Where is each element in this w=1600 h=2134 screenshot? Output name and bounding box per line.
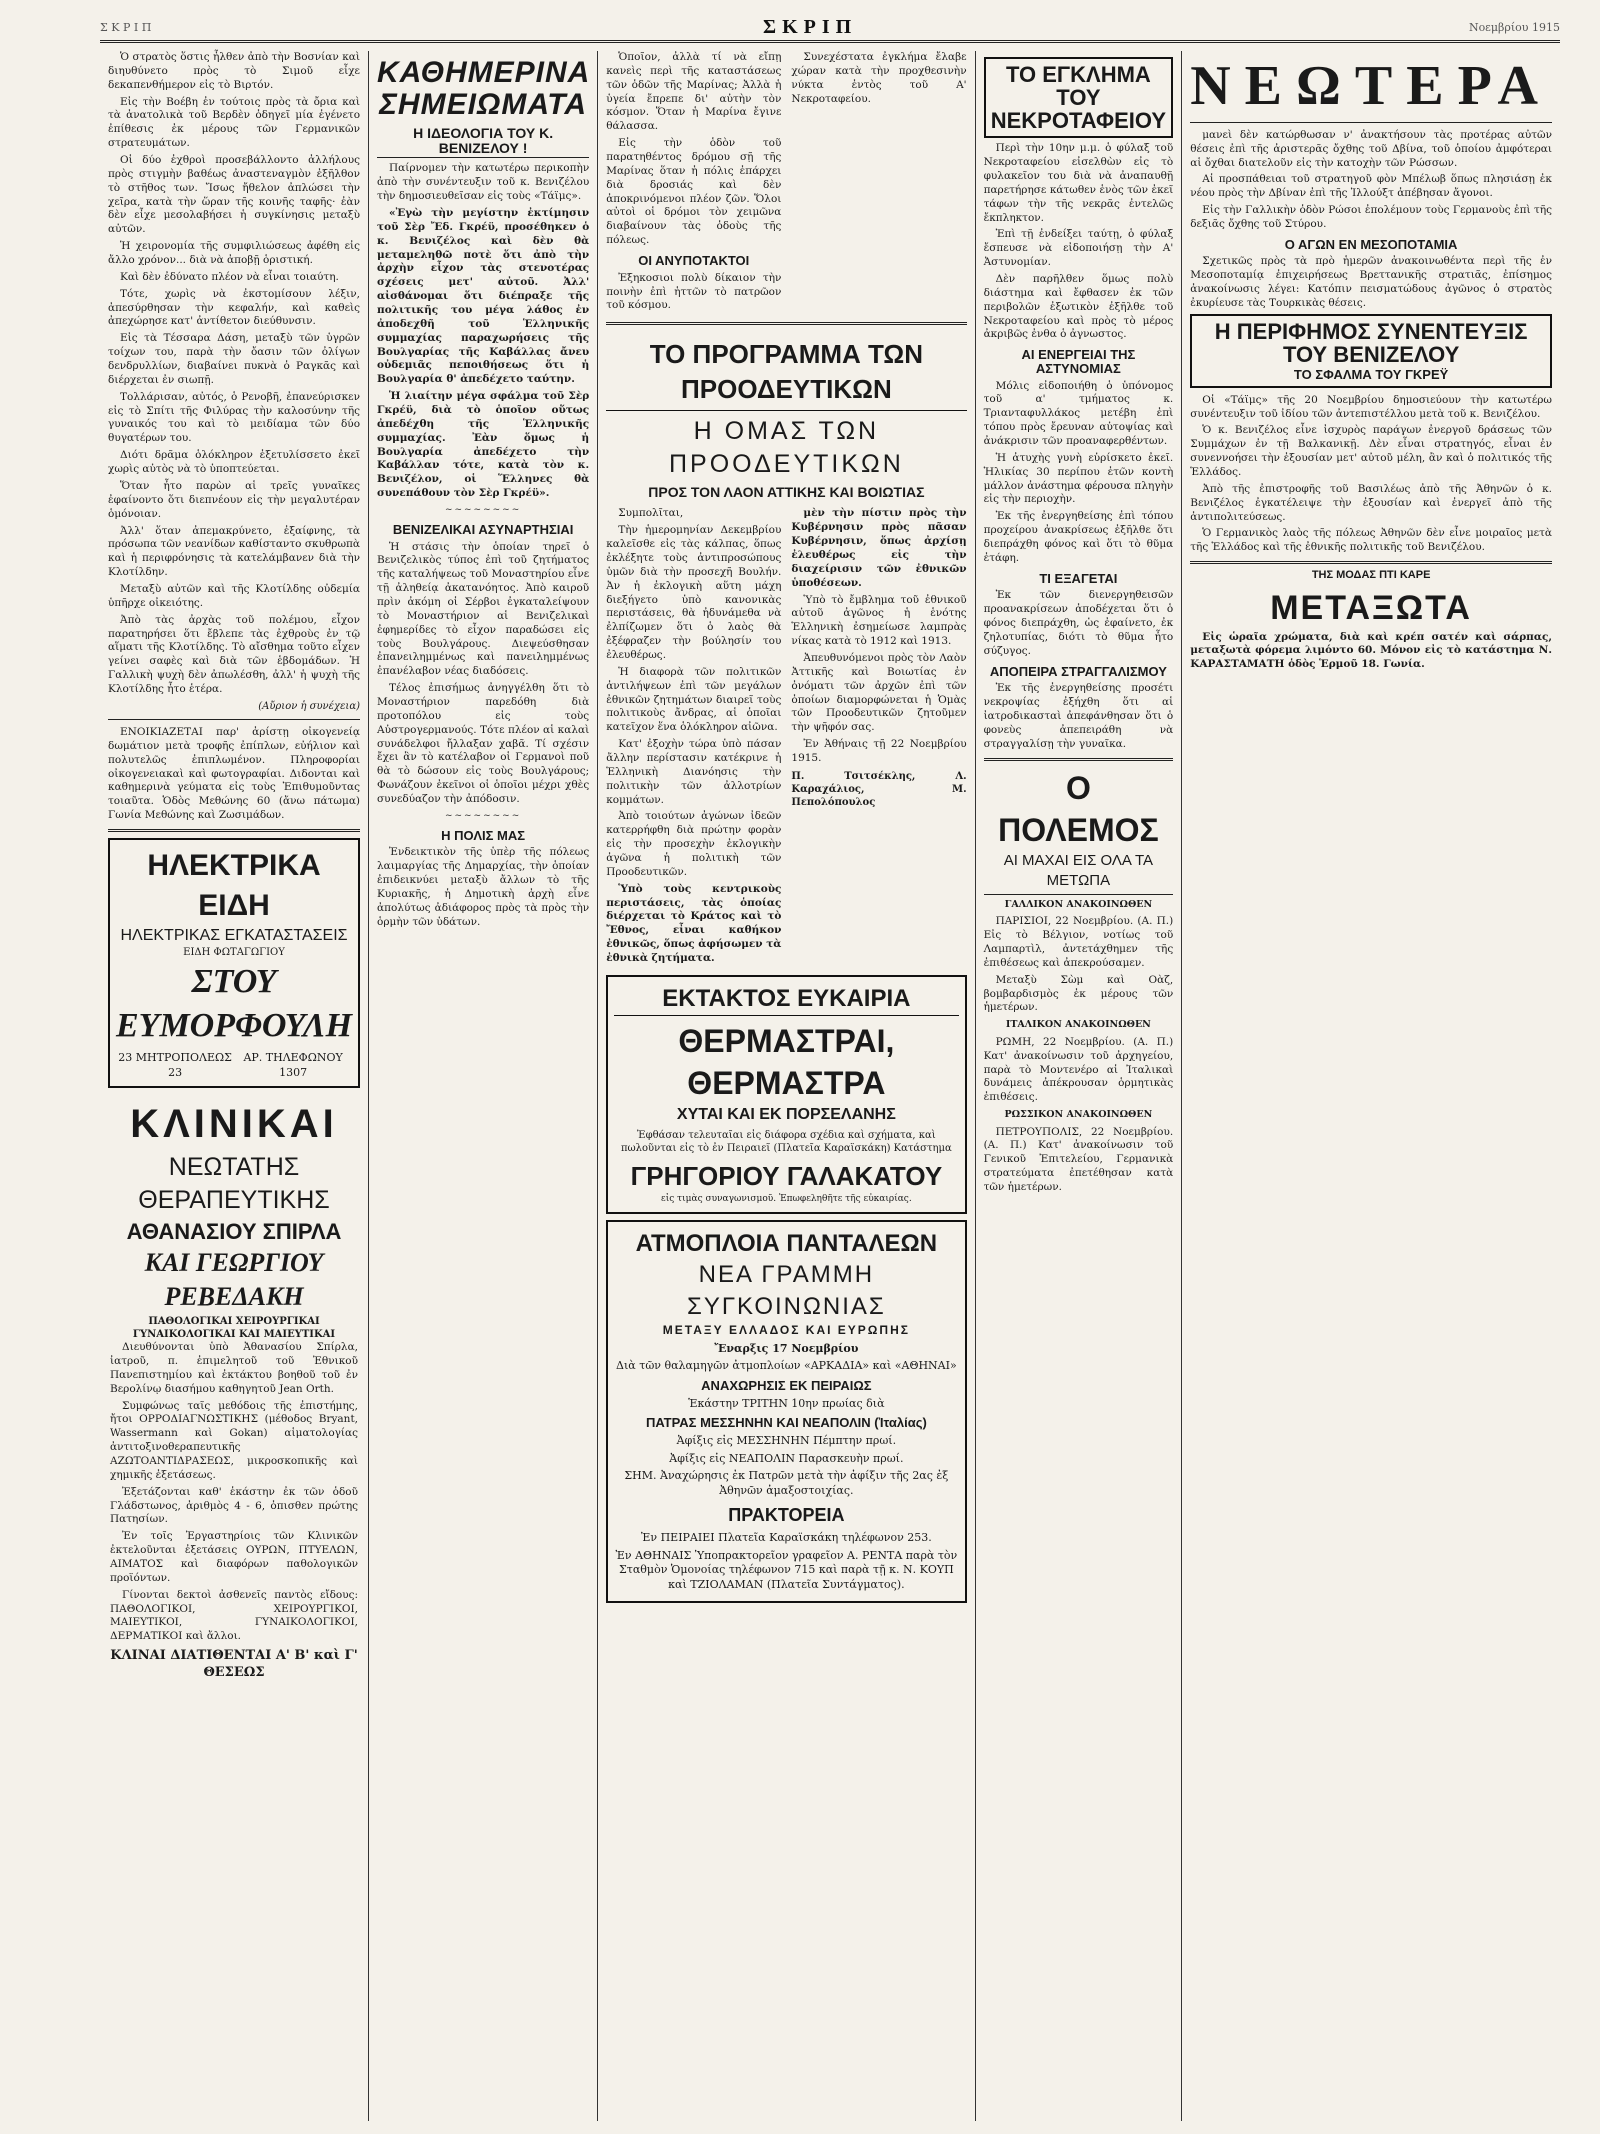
article-heading: ΑΠΟΠΕΙΡΑ ΣΤΡΑΓΓΑΛΙΣΜΟΥ [989, 663, 1167, 679]
article-text: Ὁποῖον, ἀλλὰ τί νὰ εἴπῃ κανεὶς περὶ τῆς καταστάσεως τῶν ὁδῶν τῆς Μαρίνας; Ἀλλὰ ἡ ὑγεία ἔπρεπε δι' αὐτὴν τὸν κόσμον. Ὅταν ἡ Μαρίνα ἔγινε θάλασσα. [606, 51, 782, 133]
article-text: Ἐκ τῶν διενεργηθεισῶν προανακρίσεων ἀποδέχεται ὅτι ὁ φόνος διεπράχθη, ὡς ἐφαίνετο, ἐκ ζηλοτυπίας, διότι τὸ θῦμα ἦτο σύζυγος. [983, 589, 1174, 657]
article-text: ΠΕΤΡΟΥΠΟΛΙΣ, 22 Νοεμβρίου. (Α. Π.) Κατ' ἀνακοίνωσιν τοῦ Γενικοῦ Ἐπιτελείου, Γερμανικὰ στρατεύματα ἐπετέθησαν κατὰ τῶν ἡμετέρων. [983, 1125, 1174, 1194]
masthead-date: Νοεμβρίου 1915 [1468, 20, 1560, 34]
article-heading: ΤΙ ΕΞΑΓΕΤΑΙ [1039, 570, 1118, 586]
article-text: Ἀπὸ τῆς ἐπιστροφῆς τοῦ Βασιλέως ἀπὸ τῆς Ἀθηνῶν ὁ κ. Βενιζέλος ἐγκατέλειψε τὴν ἐξουσίαν καὶ ἐνεργεῖ ἀπὸ τῆς ἀντιπολιτεύσεως. [1190, 482, 1552, 523]
article-heading: ΤΟ ΕΓΚΛΗΜΑ ΤΟΥ ΝΕΚΡΟΤΑΦΕΙΟΥ [984, 57, 1174, 138]
communique-heading: ΓΑΛΛΙΚΟΝ ΑΝΑΚΟΙΝΩΘΕΝ [1004, 898, 1153, 910]
article-signatures: Π. Τσιτσέκλης, Λ. Καραχάλιος, Μ. Πεπολόπουλος [791, 770, 967, 809]
electrical-ad-subtitle: ΗΛΕΚΤΡΙΚΑΣ ΕΓΚΑΤΑΣΤΑΣΕΙΣ [120, 927, 348, 945]
shipping-ad-line: ΝΕΑ ΓΡΑΜΜΗ ΣΥΓΚΟΙΝΩΝΙΑΣ [686, 1261, 886, 1320]
article-text: Οἱ «Τάϊμς» τῆς 20 Νοεμβρίου δημοσιεύουν τὴν κατωτέρω συνέντευξιν τοῦ ἰδίου τῶν ἀντεπιστέλλου μετὰ τοῦ κ. Βενιζέλου. [1190, 393, 1552, 420]
article-heading: Ο ΑΓΩΝ ΕΝ ΜΕΣΟΠΟΤΑΜΙΑ [1284, 236, 1458, 252]
article-text: Ἡ λιαίτην μέγα σφάλμα τοῦ Σὲρ Γκρέϋ, διὰ τὸ ὁποῖον οὕτως ἀπεδέχθη τῆς Ἑλληνικῆς συμμαχίας. Ἐὰν ὅμως ἡ Βουλγαρία ἀπεδέχετο τὴν Καβάλλαν τότε, κατὰ τὸν κ. Βενιζέλον, οἱ Ἕλληνες θὰ συνεπάθουν τὸν Σὲρ Γκρέϋ». [377, 390, 590, 500]
heater-ad-text: Ἐφθάσαν τελευταῖαι εἰς διάφορα σχέδια καὶ σχήματα, καὶ πωλοῦνται εἰς τὸ ἐν Πειραιεῖ (Πλατεῖα Καραϊσκάκη) Κατάστημα [620, 1130, 952, 1155]
article-text: Ἡ ἀτυχὴς γυνὴ εὑρίσκετο ἐκεῖ. Ἡλικίας 30 περίπου ἐτῶν κοντὴ μάλλον ἀνάστημα φέρουσα πληγὴν εἰς τὴν περιοχὴν. [983, 451, 1174, 506]
heater-ad-product: ΘΕΡΜΑΣΤΡΑΙ, ΘΕΡΜΑΣΤΡΑ [678, 1022, 895, 1101]
electrical-ad-line: ΕΙΔΗ ΦΩΤΑΓΩΓΙΟΥ [183, 947, 285, 959]
masthead-title: ΣΚΡΙΠ [763, 15, 858, 38]
article-text: Οἱ δύο ἐχθροὶ προσεβάλλοντο ἀλλήλους πρὸς στιγμὴν βαθέως ἀναστεναγμὸν ἐξῆλθον τὸ στῆθος των. Ἴσως ἤθελον ἀπλώσει τὴν χεῖρα, κατὰ τὴν ὥραν τῆς κοινῆς ταφῆς· ἐὰν δὲν εἶχε μεσολαβήσει ἡ συγκίνησις μεταξὺ αὐτῶν. [108, 154, 361, 236]
article-text: Καὶ δὲν ἐδύνατο πλέον νὰ εἶναι τοιαύτη. [120, 270, 339, 283]
column-4 [976, 51, 1183, 2121]
continuation-note: (Αὔριον ἡ συνέχεια) [258, 700, 361, 712]
column-3 [598, 51, 975, 2121]
masthead-left: Σ Κ Ρ Ι Π [100, 20, 152, 34]
article-text: ΠΑΡΙΣΙΟΙ, 22 Νοεμβρίου. (Α. Π.) Εἰς τὸ Βέλγιον, νοτίως τοῦ Λαμπαρτὶλ, ἀντετάχθημεν τῆς ἐπιθέσεως καὶ ἀπεκρούσαμεν. [983, 915, 1174, 969]
article-text: Ἀπὸ τὰς ἀρχὰς τοῦ πολέμου, εἶχον παρατηρήσει ὅτι ἔβλεπε τὰς ἐχθροὺς ἐν τῷ αἵματι τῆς Κλοτίλδης. Τὸ αἴσθημα τοῦτο εἶχεν γείνει σαφὲς καὶ διὰ τῶν ἑβδομάδων. Ἡ Γαλλικὴ ψυχὴ δὲν ἀπωλέσθη, ἀλλ' ἡ ψυχὴ τῆς Κλοτίλδης ἦτο ἑτέρα. [108, 613, 361, 695]
shipping-ad-arrival: Ἀφίξις εἰς ΝΕΑΠΟΛΙΝ Παρασκευὴν πρωί. [669, 1451, 904, 1465]
clinic-beds: ΚΛΙΝΑΙ ΔΙΑΤΙΘΕΝΤΑΙ Α' Β' καὶ Γ' ΘΕΣΕΩΣ [110, 1648, 358, 1681]
clinic-text: Διευθύνονται ὑπὸ Ἀθανασίου Σπίρλα, ἰατροῦ, π. ἐπιμελητοῦ τοῦ Ἐθνικοῦ Πανεπιστημίου καὶ ἐκτάκτου βοηθοῦ τοῦ ἐν Βερολίνῳ διασήμου καθηγητοῦ Jean Orth. [110, 1341, 359, 1395]
article-text: Μεταξὺ Σὼμ καὶ Οὰζ, βομβαρδισμὸς ἐκ μέρους τῶν ἡμετέρων. [983, 973, 1174, 1014]
rent-notice: ΕΝΟΙΚΙΑΖΕΤΑΙ παρ' ἀρίστῃ οἰκογενείᾳ δωμάτιον μετὰ τροφῆς ἐπίπλων, εὐήλιον καὶ πολυτελῶς ἐπιπλωμένον. Πληροφορίαι οἰκογενειακαὶ καὶ φωτογραφίαι. Διδονται καὶ καθημερινὰ γεύματα εἰς τοὺς Ἐπιθυμοῦντας τοιαῦτα. Ὁδὸς Μεθώνης 60 (ἄνω πάτωμα) Γωνία Μεθώνης καὶ Ζωσιμάδων. [108, 726, 361, 822]
article-text: Ἐκ τῆς ἐνεργηθείσης προσέτι νεκροψίας ἐξήχθη ὅτι αἱ ἰατροδικασταὶ ἀπεφάνθησαν ὅτι ὁ φονεὺς ἀπεπειράθη νὰ στραγγαλίσῃ τὴν γυναῖκα. [983, 682, 1174, 750]
article-text: Ἀπὸ τοιούτων ἀγώνων ἰδεῶν κατερρήφθη διὰ πρώτην φορὰν εἰς τὴν προσεχὴν ἐκλογικὴν ἀγῶνα ἡ πολιτικὴ τῶν Προοδευτικῶν. [606, 810, 782, 878]
masthead [100, 14, 1560, 43]
article-text: Εἰς τὰ Τέσσαρα Δάση, μεταξὺ τῶν ὑγρῶν τοίχων του, παρὰ τὴν ὄασιν τῶν ὀλίγων δενδρυλλίων, διαβαίνει πυκνὰ ὁ Ραγκᾶς καὶ διέρχεται ἐν σιωπῇ. [108, 332, 361, 386]
article-heading: ΒΕΝΙΖΕΛΙΚΑΙ ΑΣΥΝΑΡΤΗΣΙΑΙ [392, 521, 574, 537]
clinic-text: Ἐν τοῖς Ἐργαστηρίοις τῶν Κλινικῶν ἐκτελοῦνται ἐξετάσεις ΟΥΡΩΝ, ΠΤΥΕΛΩΝ, ΑΙΜΑΤΟΣ καὶ διαφόρων παθολογικῶν προϊόντων. [110, 1530, 359, 1584]
shipping-ad-schedule: Ἑκάστην ΤΡΙΤΗΝ 10ην πρωίας διὰ [688, 1396, 885, 1410]
clinic-subtitle: ΝΕΩΤΑΤΗΣ ΘΕΡΑΠΕΥΤΙΚΗΣ [138, 1153, 330, 1215]
article-heading: ΟΙ ΑΝΥΠΟΤΑΚΤΟΙ [638, 253, 750, 269]
shipping-ad-start: Ἔναρξις 17 Νοεμβρίου [714, 1341, 859, 1355]
electrical-ad-shop: ΣΤΟΥ ΕΥΜΟΡΦΟΥΛΗ [116, 962, 353, 1045]
clinic-text: Γίνονται δεκτοὶ ἀσθενεῖς παντὸς εἴδους: ΠΑΘΟΛΟΓΙΚΟΙ, ΧΕΙΡΟΥΡΓΙΚΟΙ, ΜΑΙΕΥΤΙΚΟΙ, ΓΥΝΑΙΚΟΛΟΓΙΚΟΙ, ΔΕΡΜΑΤΙΚΟΙ καὶ ἄλλοι. [110, 1588, 359, 1643]
shipping-ad-ships: Διὰ τῶν θαλαμηγῶν ἀτμοπλοίων «ΑΡΚΑΔΙΑ» καὶ «ΑΘΗΝΑΙ» [616, 1359, 957, 1373]
article-text: Μόλις εἰδοποιήθη ὁ ὑπόνομος τοῦ α' τμήματος κ. Τριανταφυλλάκος μετέβη ἐπὶ τόπου πρὸς ἔρευναν αὐτοψίας καὶ ἀνάκρισιν τῶν προαναφερθέντων. [983, 379, 1174, 448]
shipping-ad-route: ΜΕΤΑΞΥ ΕΛΛΑΔΟΣ ΚΑΙ ΕΥΡΩΠΗΣ [662, 1322, 910, 1337]
communique-heading: ΡΩΣΣΙΚΟΝ ΑΝΑΚΟΙΝΩΘΕΝ [1004, 1109, 1153, 1121]
fashion-ad-heading: ΤΗΣ ΜΟΔΑΣ ΠΤΙ ΚΑΡΕ [1311, 569, 1431, 582]
electrical-ad-title: ΗΛΕΚΤΡΙΚΑ ΕΙΔΗ [147, 849, 321, 922]
article-text: Ἐπὶ τῇ ἐνδείξει ταύτῃ, ὁ φύλαξ ἔσπευσε νὰ εἰδοποιήσῃ τὴν Α' Ἀστυνομίαν. [983, 228, 1174, 269]
communique-heading: ΙΤΑΛΙΚΟΝ ΑΝΑΚΟΙΝΩΘΕΝ [1005, 1019, 1151, 1031]
article-text: Τότε, χωρὶς νὰ ἐκστομίσουν λέξιν, ἀπεσύρθησαν τὴν κεφαλήν, καὶ καθεὶς ἀπεχώρησε κατ' ἀντίθετον διεύθυνσιν. [108, 287, 361, 328]
interview-heading-box [1190, 314, 1552, 388]
article-text: Εἰς τὴν Γαλλικὴν ὁδὸν Ρώσοι ἐπολέμουν τοὺς Γερμανοὺς ἐπὶ τῆς δεξιᾶς ὄχθης τοῦ Στύρου. [1190, 204, 1552, 230]
clinic-text: Ἐξετάζονται καθ' ἑκάστην ἐκ τῶν ὁδοῦ Γλάδστωνος, ἀριθμὸς 4 - 6, ὀπισθεν πρώτης Πατησίων. [110, 1485, 359, 1526]
shipping-ad-title: ΑΤΜΟΠΛΟΙΑ ΠΑΝΤΑΛΕΩΝ [635, 1229, 938, 1257]
article-text: Κατ' ἐξοχὴν τώρα ὑπὸ πάσαν ἄλλην περίστασιν κατέκρινε ἡ Ἑλληνικὴ Διανόησις τὴν πολιτικὴν τῶν ἀλλοτρίων κομμάτων. [606, 738, 782, 806]
article-text: Μεταξὺ αὐτῶν καὶ τῆς Κλοτίλδης οὐδεμία ὑπῆρχε οἰκειότης. [108, 582, 361, 609]
article-text: Ὁ κ. Βενιζέλος εἶνε ἰσχυρὸς παράγων ἐνεργοῦ δράσεως τῶν Συμμάχων ἐν τῇ Βαλκανικῇ. Δὲν εἶναι στρατηγός, εἶναι ἐν συνεννοήσει τὴν ἐξουσίαν μετ' αὐτοῦ μέλη, ἂν καὶ ὁ πολιτικός τῆς Ἑλλάδος. [1190, 424, 1552, 479]
fashion-ad-text: Εἰς ὡραῖα χρώματα, διὰ καὶ κρέπ σατέν καὶ σάρπας, μεταξωτὰ φόρεμα λιμόντο 60. Μόνον εἰς τὸ κατάστημα Ν. ΚΑΡΑΣΤΑΜΑΤΗ ὁδὸς Ἑρμοῦ 18. Γωνία. [1190, 630, 1552, 671]
shipping-ad-agency: Ἐν ΑΘΗΝΑΙΣ Ὑποπρακτορεῖον γραφεῖον Α. ΡΕΝΤΑ παρὰ τὸν Σταθμὸν Ὁμονοίας τηλέφωνον 715 καὶ παρὰ τῇ κ. Ν. ΚΟΥΠ καὶ ΤΖΙΟΛΑΜΑΝ (Πλατεῖα Συντάγματος). [615, 1548, 958, 1591]
article-text: Ἀπευθυνόμενοι πρὸς τὸν Λαὸν Ἀττικῆς καὶ Βοιωτίας ἐν ὀνόματι τῶν ἀρχῶν ἐπὶ τῶν ὁποίων διαμορφώνεται ἡ Ὁμὰς τῶν Προοδευτικῶν ζητοῦμεν τὴν ψῆφόν σας. [791, 651, 967, 734]
article-text: Τολλάρισαν, αὐτός, ὁ Ρενοβῆ, ἐπανεύρισκεν εἰς τὸ Σπίτι τῆς Φιλύρας τὴν καλοσύνην τῆς γυναικός του καὶ τὸ μειδίαμα τῶν δύο θυγατέρων του. [108, 390, 361, 445]
article-heading: Η ΠΟΛΙΣ ΜΑΣ [441, 827, 526, 843]
article-text: Ἐκ τῆς ἐνεργηθείσης ἐπὶ τόπου προχείρου ἀνακρίσεως ἐξῆλθε ὅτι διεπράχθη φόνος καὶ ὅτι τὸ θῦμα ἐτάφη. [983, 510, 1174, 564]
article-text: Περὶ τὴν 10ην μ.μ. ὁ φύλαξ τοῦ Νεκροταφείου εἰσελθὼν εἰς τὸ φυλακεῖον του διὰ νὰ ἀναπαυθῇ παρετήρησε κάτωθεν ἑνὸς τῶν ἐκεῖ τάφων τὴν τῆς νεκρᾶς ἐντελῶς ἔκπληκτον. [983, 142, 1174, 224]
program-title: ΤΟ ΠΡΟΓΡΑΜΜΑ ΤΩΝ ΠΡΟΟΔΕΥΤΙΚΩΝ [606, 337, 966, 411]
shipping-ad-note: ΣΗΜ. Ἀναχώρησις ἐκ Πατρῶν μετὰ τὴν ἀφίξιν τῆς 2ας ἐξ Ἀθηνῶν ἀμαξοστοιχίας. [624, 1469, 949, 1497]
electrical-ad [108, 838, 360, 1088]
clinic-doctor-2: ΚΑΙ ΓΕΩΡΓΙΟΥ ΡΕΒΕΔΑΚΗ [144, 1248, 324, 1312]
heater-ad-title: ΕΚΤΑΚΤΟΣ ΕΥΚΑΙΡΙΑ [614, 983, 958, 1016]
article-heading: Η ΙΔΕΟΛΟΓΙΑ ΤΟΥ Κ. ΒΕΝΙΖΕΛΟΥ ! [377, 126, 589, 158]
article-text: Συνεχέστατα ἐγκλήμα ἔλαβε χώραν κατὰ τὴν προχθεσινὴν νύκτα ἐντὸς τοῦ Α' Νεκροταφείου. [791, 51, 967, 105]
article-text: Παίρνομεν τὴν κατωτέρω περικοπὴν ἀπὸ τὴν συνέντευξιν τοῦ κ. Βενιζέλου τὴν δημοσιευθεῖσαν εἰς τοὺς «Τάϊμς». [377, 162, 590, 203]
electrical-ad-address: 23 ΜΗΤΡΟΠΟΛΕΩΣ 23 [118, 1051, 232, 1079]
column-5 [1182, 51, 1560, 2121]
program-subtitle: ΠΡΟΣ ΤΟΝ ΛΑΟΝ ΑΤΤΙΚΗΣ ΚΑΙ ΒΟΙΩΤΙΑΣ [648, 483, 925, 500]
clinic-doctor-1: ΑΘΑΝΑΣΙΟΥ ΣΠΙΡΛΑ [126, 1219, 342, 1245]
shipping-ad-departures: ΑΝΑΧΩΡΗΣΙΣ ΕΚ ΠΕΙΡΑΙΩΣ [701, 1377, 872, 1393]
fashion-ad-title: ΜΕΤΑΞΩΤΑ [1270, 588, 1472, 627]
heater-ad-note: εἰς τιμὰς συναγωνισμοῦ. Ἐπωφεληθῆτε τῆς εὐκαιρίας. [661, 1193, 912, 1204]
war-heading: Ο ΠΟΛΕΜΟΣ [998, 769, 1159, 848]
article-text: Ὁ Γερμανικὸς λαὸς τῆς πόλεως Ἀθηνῶν δὲν εἶνε μοιραῖος μετὰ τῆς Ἑλλάδος καὶ τῆς ἐθνικῆς πολιτικῆς τοῦ Βενιζέλου. [1190, 527, 1552, 554]
heater-ad-shop: ΓΡΗΓΟΡΙΟΥ ΓΑΛΑΚΑΤΟΥ [630, 1161, 943, 1192]
article-subheading: ΤΟ ΣΦΑΛΜΑ ΤΟΥ ΓΚΡΕΫ [1293, 367, 1449, 383]
article-text: Ἀλλ' ὅταν ἀπεμακρύνετο, ἐξαίφνης, τὰ πρόσωπα τῶν νεανίδων καθίσταντο σκυθρωπὰ καὶ ἡ περιφρόνησις τὰ κατελάμβανεν διὰ τὴν Κλοτίλδην. [108, 524, 361, 579]
clinic-ad [108, 1094, 360, 1685]
shipping-ad-agencies: ΠΡΑΚΤΟΡΕΙΑ [728, 1505, 845, 1526]
shipping-ad-destinations: ΠΑΤΡΑΣ ΜΕΣΣΗΝΗΝ ΚΑΙ ΝΕΑΠΟΛΙΝ (Ἰταλίας) [645, 1415, 927, 1431]
article-date: Ἐν Ἀθήναις τῇ 22 Νοεμβρίου 1915. [791, 738, 967, 764]
article-text: Εἰς τὴν Βοέβη ἐν τούτοις πρὸς τὰ ὄρια καὶ τὰ ἀνατολικὰ τοῦ Βερδὲν ὁδηγεῖ μία ἐγένετο ἐπίθεσις ἐκ μέρους τῶν Γερμανικῶν στρατευμάτων. [108, 95, 361, 150]
program-heading-block [606, 331, 966, 507]
article-text: Αἱ προσπάθειαι τοῦ στρατηγοῦ φὸν Μπέλωβ ὅπως πλησιάσῃ ἐκ νέου πρὸς τὴν Δβίναν ἐπὶ τῆς Ἰλλούξτ ἀπέβησαν ἄγονοι. [1190, 173, 1552, 200]
article-text: Ἡ χειρονομία τῆς συμφιλιώσεως ἀφέθη εἰς ἄλλο χρόνον... διὰ νὰ ἀποβῇ ὁριστική. [108, 240, 361, 267]
article-text: Ὑπὸ τὸ ἔμβλημα τοῦ ἐθνικοῦ αὐτοῦ ἀγῶνος ἡ ἑνότης Ἑλληνικὴ ἐσημείωσε λαμπρὰς νίκας κατὰ τὸ 1912 καὶ 1913. [791, 593, 967, 648]
article-text: Διότι δρᾶμα ὁλόκληρον ἐξετυλίσσετο ἐκεῖ χωρὶς αὐτὸς νὰ τὸ ὑποπτεύεται. [108, 449, 361, 476]
article-text: Τὴν ἡμερομηνίαν Δεκεμβρίου καλεῖσθε εἰς τὰς κάλπας, ὅπως ἐκλέξητε τοὺς ἀντιπροσώπους ὑμῶν διὰ τὴν προσεχῆ Βουλήν. Ἀν ἡ ἐκλογικὴ αὕτη μάχη διεξήγετο ὑπὸ κανονικὰς περιστάσεις, θὰ ἠδυνάμεθα νὰ ἐλπίζωμεν ὅτι ὁ λαὸς θὰ ἐξέφραζεν τὴν βούλησίν του ἐλευθέρως. [606, 524, 782, 661]
article-text: Δὲν παρῆλθεν ὅμως πολὺ διάστημα καὶ ἔφθασεν ἐκ τῶν περιβολῶν ἐξωτικὸν ἐξῆλθε τοῦ Νεκροταφείου καὶ πρὸς τὸ μέρος ἀκριβῶς ἐνθα ὁ ἀγνωστος. [983, 273, 1174, 341]
shipping-ad-arrival: Ἀφίξις εἰς ΜΕΣΣΗΝΗΝ Πέμπτην πρωί. [676, 1434, 897, 1448]
clinic-specialties: ΠΑΘΟΛΟΓΙΚΑΙ ΧΕΙΡΟΥΡΓΙΚΑΙ ΓΥΝΑΙΚΟΛΟΓΙΚΑΙ ΚΑΙ ΜΑΙΕΥΤΙΚΑΙ [132, 1315, 336, 1340]
article-text: Σχετικῶς πρὸς τὰ πρὸ ἡμερῶν ἀνακοινωθέντα περὶ τῆς ἐν Μεσοποταμίᾳ ἐπιχειρήσεως Βρεττανικῆς στρατιᾶς, ἐπίσημος ἀνακοίνωσις λέγει: Κατόπιν πεισματώδους ἀγῶνος ὁ στρατὸς ἐκυρίευσε τὰς Τουρκικὰς θέσεις. [1190, 255, 1552, 310]
article-text: Τέλος ἐπισήμως ἀνηγγέλθη ὅτι τὸ Μοναστήριον παρεδόθη διὰ προτοπόλου εἰς τοὺς Αὐστρογερμανούς. Τότε πλέον αἱ καλαὶ συνάδελφοι ἤλλαξαν χαβᾶ. Τί σχέσιν ἔχει ἂν τὸ κατέλαβον οἱ Γερμανοὶ ποῦ θὰ τὸ δώσουν εἰς τοὺς Βουλγάρους; Φωνάζουν ἐκεῖνοι οἱ ὁποῖοι μέχρι χθὲς συνεδύαζον τὴν ἀπόδοσιν. [377, 682, 590, 805]
article-text: μανεὶ δὲν κατώρθωσαν ν' ἀνακτήσουν τὰς προτέρας αὐτῶν θέσεις ἐπὶ τῆς ἀριστερᾶς ὄχθης τοῦ Δβίνα, τοῦ ὁποίου ἀμφότεραι αἱ ὄχθαι διατελοῦν εἰς τὴν κατοχὴν τῶν Ρώσσων. [1190, 128, 1552, 169]
article-text: Συμπολῖται, [618, 507, 684, 520]
heater-ad [606, 975, 966, 1214]
article-text: Ὑπὸ τοὺς κεντρικοὺς περιστάσεις, τὰς ὁποίας διέρχεται τὸ Κράτος καὶ τὸ Ἔθνος, εἶναι καθήκον ἐθνικῶς, ὅπως ἀφήσωμεν τὰ ἐθνικὰ ζητήματα. [606, 882, 782, 964]
article-text: Ἐνδεικτικὸν τῆς ὑπὲρ τῆς πόλεως λαιμαργίας τῆς Δημαρχίας, τὴν ὁποίαν ἐπιδεικνύει μεταξὺ ἄλλων τὸ τῆς Κυριακῆς, ἡ Δημοτικὴ ἀρχὴ εἶνε ἀπολύτως ἀδιάφορος πρὸς τὰ πρὸς τὴν ὁρμὴν τῶν ὑδάτων. [377, 846, 590, 928]
article-text: Ἐξηκοσιοι πολὺ δίκαιον τὴν ποινὴν ἐπὶ ἡττῶν τὸ πατρῶον τοῦ κόσμου. [606, 271, 782, 312]
shipping-ad [606, 1220, 966, 1604]
clinic-title: ΚΛΙΝΙΚΑΙ [130, 1102, 338, 1147]
section-heading-news: ΝΕΩΤΕΡΑ [1190, 55, 1552, 117]
article-text: Ἡ διαφορὰ τῶν πολιτικῶν ἀντιλήψεων ἐπὶ τῶν μεγάλων ἐθνικῶν ζητημάτων διαιρεῖ τοὺς πολιτικοὺς ἄνδρας, αἱ ὁποῖαι κατεῖχον ἕνα ὁλόκληρον αἰῶνα. [606, 665, 782, 734]
electrical-ad-phone: ΑΡ. ΤΗΛΕΦΩΝΟΥ 1307 [243, 1051, 343, 1079]
article-heading: Η ΠΕΡΙΦΗΜΟΣ ΣΥΝΕΝΤΕΥΞΙΣ ΤΟΥ ΒΕΝΙΖΕΛΟΥ [1214, 318, 1528, 367]
article-text: Ἡ στάσις τὴν ὁποίαν τηρεῖ ὁ Βενιζελικὸς τύπος ἐπὶ τοῦ ζητήματος τῆς καταλήψεως τοῦ Μοναστηρίου εἶνε τῇ ἀληθείᾳ ἀκατανόητος. Ἀπὸ καιροῦ πρὶν ἀκόμη οἱ Σέρβοι ἐγκαταλείψουν τὸ Μοναστήριον αἱ Βενιζελικαὶ ἐφημερίδες τὸ εἶχον παραδώσει εἰς τοὺς Βουλγάρους. Διεψεύσθησαν ἐπανειλημμένως καὶ πανειλημμένως ἐπανέλαβον νέας διαδόσεις. [377, 540, 590, 678]
shipping-ad-agency: Ἐν ΠΕΙΡΑΙΕΙ Πλατεῖα Καραϊσκάκη τηλέφωνον 253. [641, 1531, 932, 1545]
program-group: Η ΟΜΑΣ ΤΩΝ ΠΡΟΟΔΕΥΤΙΚΩΝ [668, 416, 904, 478]
article-text: μὲν τὴν πίστιν πρὸς τὴν Κυβέρνησιν πρὸς πᾶσαν Κυβέρνησιν, ὅπως ἀρχίσῃ ἐλευθέρως εἰς τὴν διαχείρισιν τῶν ἐθνικῶν ὑποθέσεων. [791, 507, 967, 589]
clinic-text: Συμφώνως ταῖς μεθόδοις τῆς ἐπιστήμης, ἤτοι ΟΡΡΟΔΙΑΓΝΩΣΤΙΚΗΣ (μέθοδος Bryant, Wassermann καὶ Gokan) αἱματολογίας ἀντιτοξινοθεραπευτικῆς ΑΖΩΤΟΑΝΤΙΔΡΑΣΕΩΣ, μικροσκοπικῆς καὶ χημικῆς ἐξετάσεως. [110, 1399, 359, 1481]
article-text: Ὁ στρατὸς ὅστις ἦλθεν ἀπὸ τὴν Βοσνίαν καὶ διηυθύνετο πρὸς τὸ Σιμοῦ εἶχε δεκαπενθήμερον εἰς τὸ Βιρτόν. [108, 51, 361, 91]
column-1 [100, 51, 369, 2121]
article-heading: ΑΙ ΕΝΕΡΓΕΙΑΙ ΤΗΣ ΑΣΤΥΝΟΜΙΑΣ [1021, 347, 1136, 376]
heater-ad-subtitle: ΧΥΤΑΙ ΚΑΙ ΕΚ ΠΟΡΣΕΛΑΝΗΣ [676, 1105, 896, 1123]
article-text: ΡΩΜΗ, 22 Νοεμβρίου. (Α. Π.) Κατ' ἀνακοίνωσιν τοῦ ἀρχηγείου, παρὰ τὸ Μοντενέρο αἱ Ἰταλικαὶ δυνάμεις ἀπέκρουσαν ὁρμητικὰς ἐπιθέσεις. [983, 1035, 1174, 1104]
article-text: Εἰς τὴν ὁδὸν τοῦ παρατηθέντος δρόμου σῇ τῆς Μαρίνας ὅταν ἡ πόλις ἐπάρχει διὰ δροσιάς καὶ δὲν ἀποκρινόμενοι πλέον ζῶν. Ὅλοι αὐτοὶ οἱ δρόμοι τὸν χειμῶνα διαβαίνουν τὰς ὁδοὺς τῆς πόλεως. [606, 137, 782, 247]
section-heading: ΚΑΘΗΜΕΡΙΝΑ ΣΗΜΕΙΩΜΑΤΑ [377, 56, 591, 121]
article-text: «Ἐγὼ τὴν μεγίστην ἐκτίμησιν τοῦ Σὲρ Ἔδ. Γκρέϋ, προσέθηκεν ὁ κ. Βενιζέλος καὶ δὲν θὰ μεταμεληθῶ ποτὲ ὅτι ἀπὸ τὴν ἀρχὴν εἶχον τὰς στενοτέρας σχέσεις μετ' αὐτοῦ. Ἀλλ' αἰσθάνομαι ὅτι διέπραξε τῆς πολιτικῆς του μέγα λάθος ἐν ἀποδεχθῆ τοῦ Ἑλληνικῆς συμμαχίας παραχωρήσεις τῆς Βουλγαρίας τῆς Καβάλλας ἄνευ οὐδεμιᾶς πεποιθήσεως ὅτι ἡ Βουλγαρία θ' ἀπεδέχετο ταύτην. [377, 206, 590, 386]
war-subheading: ΑΙ ΜΑΧΑΙ ΕΙΣ ΟΛΑ ΤΑ ΜΕΤΩΠΑ [984, 851, 1174, 895]
column-2: ΚΑΘΗΜΕΡΙΝΑ ΣΗΜΕΙΩΜΑΤΑ Η ΙΔΕΟΛΟΓΙΑ ΤΟΥ Κ. ΒΕΝΙΖΕΛΟΥ ! Παίρνομεν τὴν κατωτέρω περικοπὴν ἀπὸ τὴν συνέντευξιν τοῦ κ. Βενιζέλου τὴν δημοσιευθεῖσαν εἰς τοὺς «Τάϊμς». «Ἐγὼ τὴν μεγίστην ἐκτίμησιν τοῦ Σὲρ Ἔδ. Γκρέϋ, προσέθηκεν ὁ κ. Βενιζέλος καὶ δὲν θὰ μεταμεληθῶ ποτὲ ὅτι ἀπὸ τὴν ἀρχὴν εἶχον τὰς στενοτέρας σχέσεις μετ' αὐτοῦ. Ἀλλ' αἰσθάνομαι ὅτι διέπραξε τῆς πολιτικῆς του μέγα λάθος ἐν ἀποδεχθῆ τοῦ Ἑλληνικῆς συμμαχίας παραχωρήσεις τῆς Βουλγαρίας τῆς Καβάλλας ἄνευ οὐδεμιᾶς πεποιθήσεως ὅτι ἡ Βουλγαρία θ' ἀπεδέχετο ταύτην. Ἡ λιαίτην μέγα σφάλμα τοῦ Σὲρ Γκρέϋ, διὰ τὸ ὁποῖον οὕτως ἀπεδέχθη τῆς Ἑλληνικῆς συμμαχίας. Ἐὰν ὅμως ἡ Βουλγαρία ἀπεδέχετο τὴν Καβάλλαν τότε, κατὰ τὸν κ. Βενιζέλον, οἱ Ἕλληνες θὰ συνεπάθουν τὸν Σὲρ Γκρέϋ». ~~~~~~~~ ΒΕΝΙΖΕΛΙΚΑΙ ΑΣΥΝΑΡΤΗΣΙΑΙ Ἡ στάσις τὴν ὁποίαν τηρεῖ ὁ Βενιζελικὸς τύπος ἐπὶ τοῦ ζητήματος τῆς καταλήψεως τοῦ Μοναστηρίου εἶνε τῇ ἀληθείᾳ ἀκατανόητος. Ἀπὸ καιροῦ πρὶν ἀκόμη οἱ Σέρβοι ἐγκαταλείψουν τὸ Μοναστήριον αἱ Βενιζελικαὶ ἐφημερίδες τὸ εἶχον παραδώσει εἰς τοὺς Βουλγάρους. Διεψεύσθησαν ἐπανειλημμένως καὶ πανειλημμένως ἐπανέλαβον νέας διαδόσεις. Τέλος ἐπισήμως ἀνηγγέλθη ὅτι τὸ Μοναστήριον παρεδόθη διὰ προτοπόλου εἰς τοὺς Αὐστρογερμανούς. Τότε πλέον αἱ καλαὶ συνάδελφοι ἤλλαξαν χαβᾶ. Τί σχέσιν ἔχει ἂν τὸ κατέλαβον οἱ Γερμανοὶ ποῦ θὰ τὸ δώσουν εἰς τοὺς Βουλγάρους; Φωνάζουν ἐκεῖνοι οἱ ὁποῖοι μέχρι χθὲς συνεδύαζον τὴν ἀπόδοσιν. ~~~~~~~~ Η ΠΟΛΙΣ ΜΑΣ Ἐνδεικτικὸν τῆς ὑπὲρ τῆς πόλεως λαιμαργίας τῆς Δημαρχίας, τὴν ὁποίαν ἐπιδεικνύει μεταξὺ ἄλλων τὸ τῆς Κυριακῆς, ἡ Δημοτικὴ ἀρχὴ εἶνε ἀπολύτως ἀδιάφορος πρὸς τὰ πρὸς τὴν ὁρμὴν τῶν ὑδάτων. [369, 51, 598, 2121]
columns [100, 51, 1560, 2121]
article-text: Ὅταν ἦτο παρὼν αἱ τρεῖς γυναῖκες ἐφαίνοντο ὅτι διεπνέουν εἰς τὴν μεγαλυτέραν ὁμόνοιαν. [108, 479, 361, 520]
